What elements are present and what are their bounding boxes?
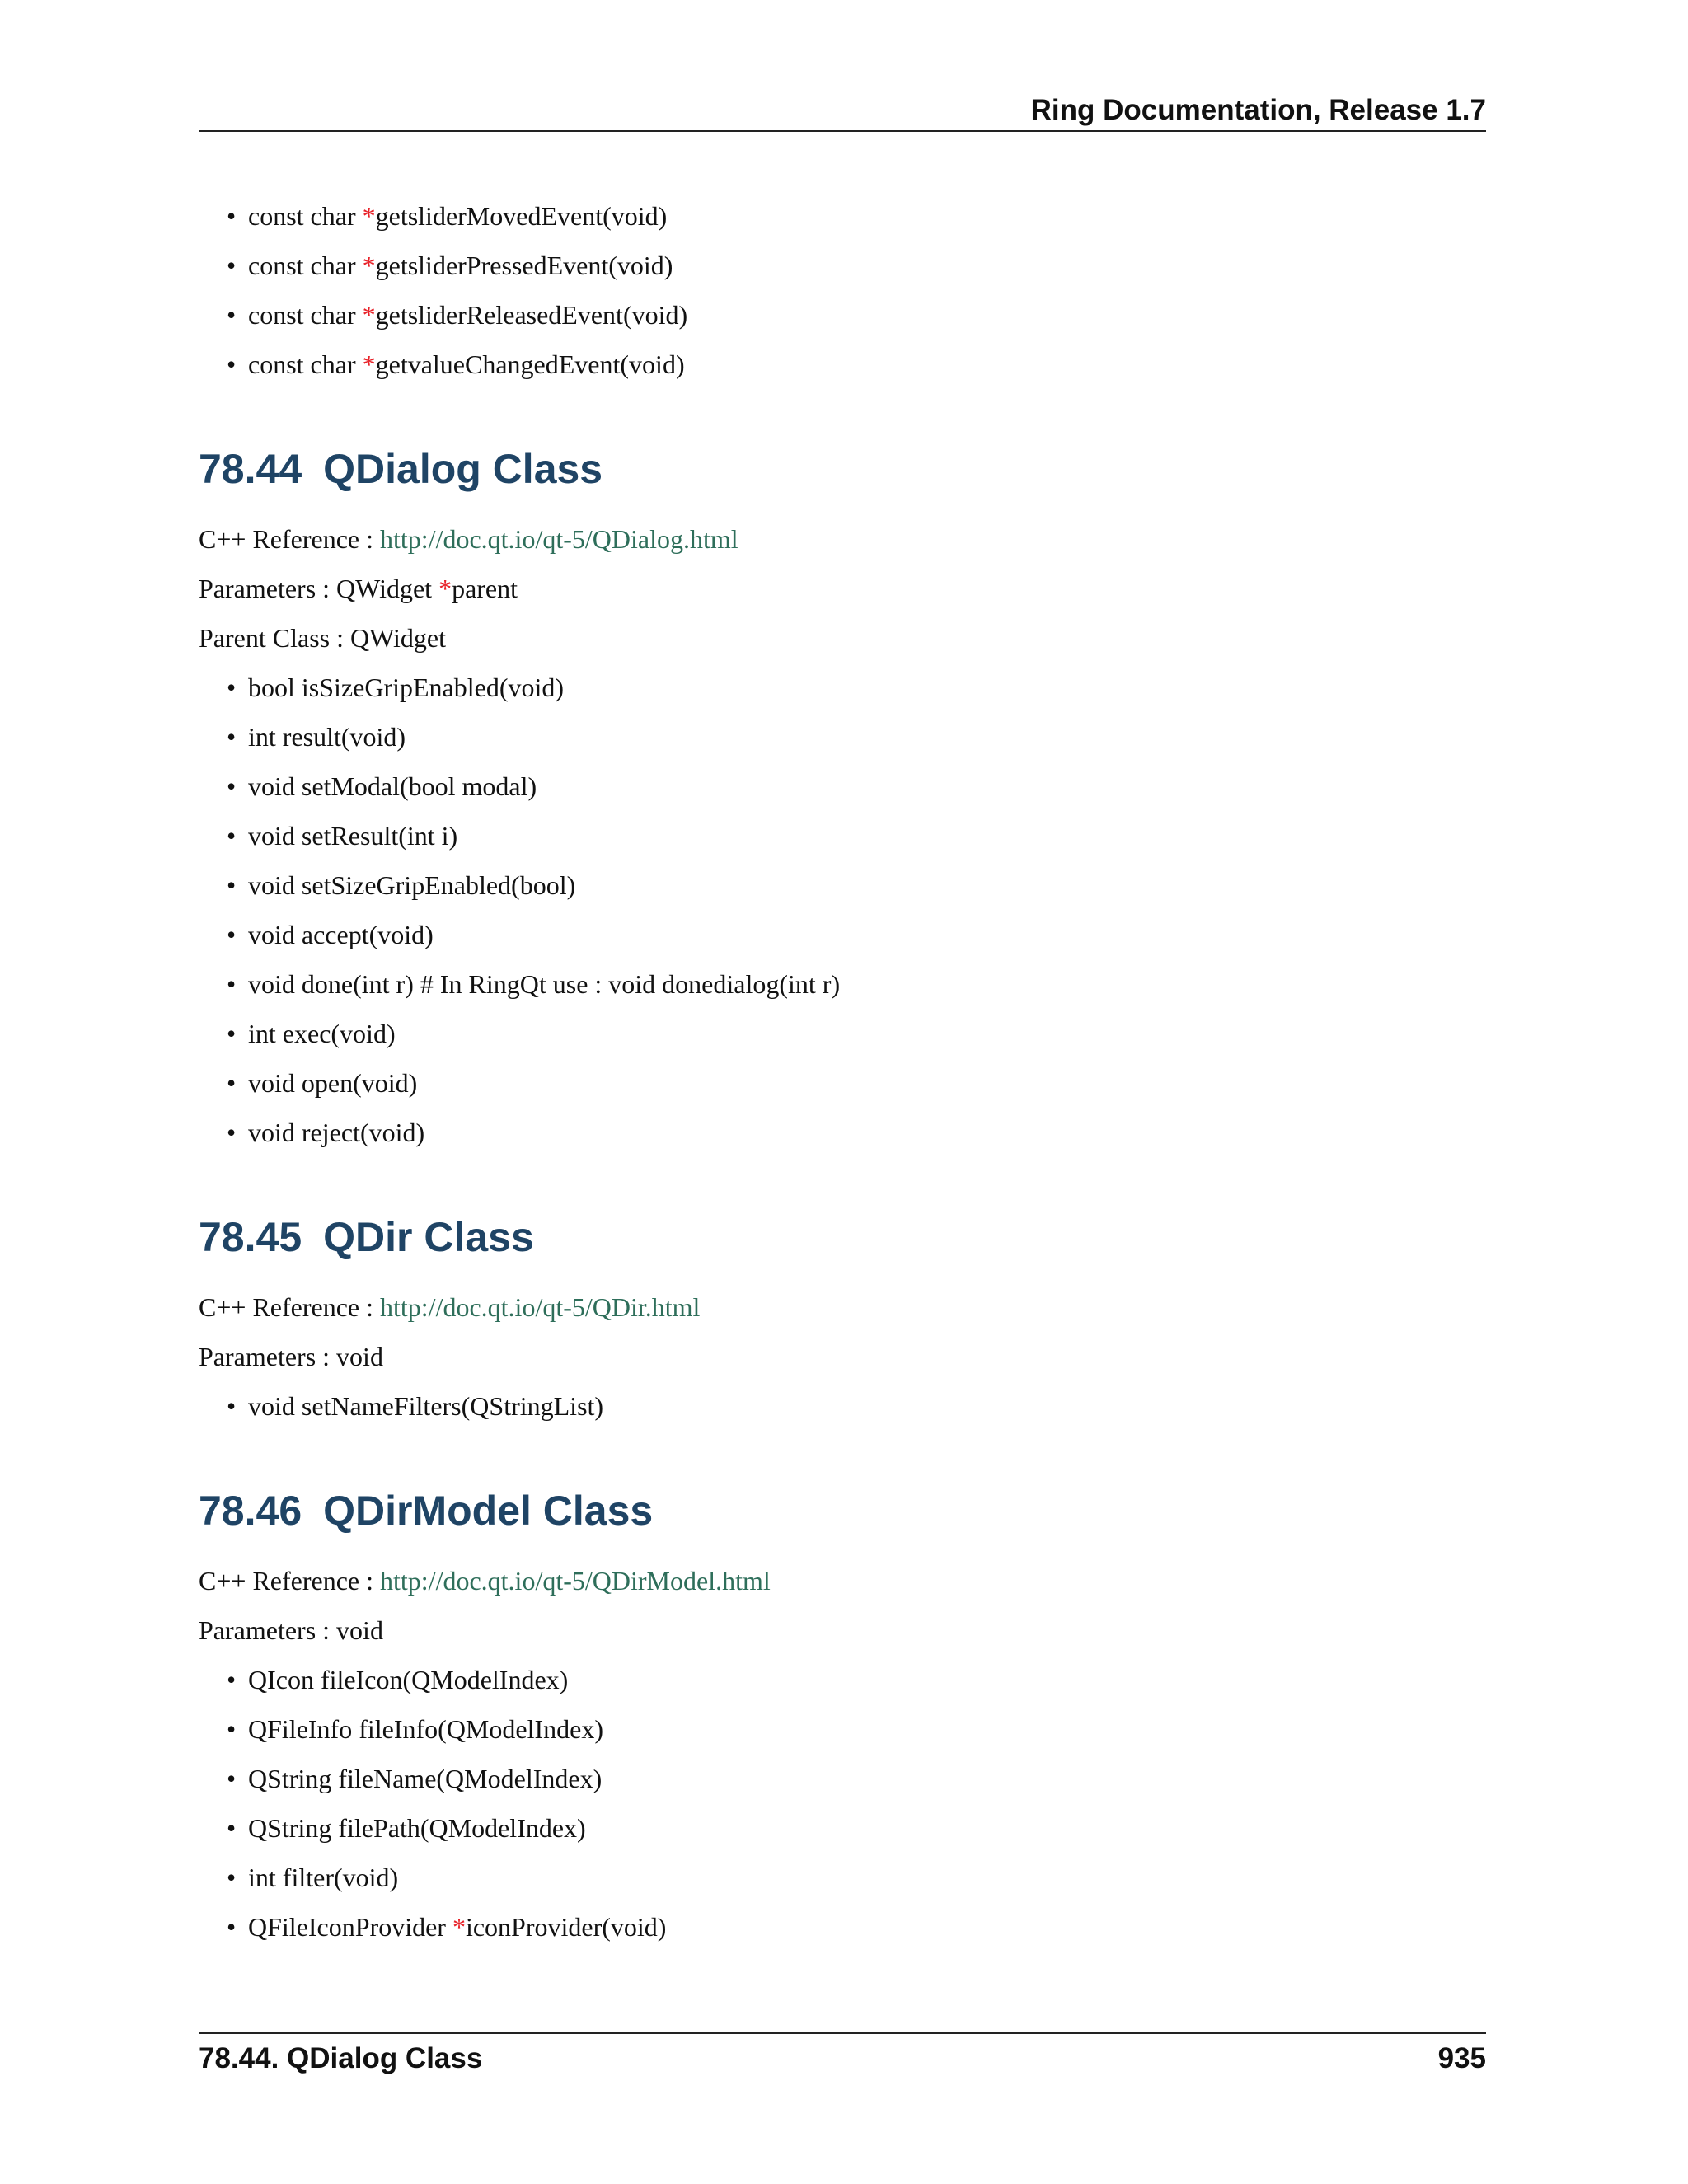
section-title: QDialog Class: [323, 446, 603, 492]
parameters: Parameters : void: [199, 1342, 383, 1371]
list-item: • void setNameFilters(QStringList): [248, 1381, 1486, 1431]
list-item: • int filter(void): [248, 1853, 1486, 1902]
cpp-reference-link[interactable]: http://doc.qt.io/qt-5/QDirModel.html: [380, 1566, 771, 1596]
list-item: • int result(void): [248, 712, 1486, 762]
section-number: 78.46: [199, 1488, 302, 1534]
list-item: • void open(void): [248, 1058, 1486, 1108]
section-number: 78.45: [199, 1214, 302, 1260]
page-header: [199, 91, 1486, 132]
section-title: QDirModel Class: [323, 1488, 654, 1534]
list-item: • void reject(void): [248, 1108, 1486, 1157]
list-item: • void setModal(bool modal): [248, 762, 1486, 811]
cpp-reference-link[interactable]: http://doc.qt.io/qt-5/QDir.html: [380, 1292, 701, 1322]
list-item: • QIcon fileIcon(QModelIndex): [248, 1655, 1486, 1704]
cpp-reference: C++ Reference : http://doc.qt.io/qt-5/QDirModel.html: [199, 1566, 771, 1596]
qdir-method-list: [199, 1381, 1486, 1431]
parameters: Parameters : void: [199, 1615, 383, 1645]
parameters: Parameters : QWidget *parent: [199, 574, 518, 603]
page-number: 935: [1437, 2042, 1486, 2074]
header-title: Ring Documentation, Release 1.7: [1030, 94, 1486, 126]
list-item: • const char *getsliderReleasedEvent(void): [248, 290, 1486, 340]
list-item: • bool isSizeGripEnabled(void): [248, 663, 1486, 712]
section-heading-qdir: [199, 1208, 1486, 1266]
section-heading-qdirmodel: [199, 1482, 1486, 1540]
section-number: 78.44: [199, 446, 302, 492]
page-footer: [199, 2032, 1486, 2074]
section-heading-qdialog: [199, 440, 1486, 498]
list-item: • QString fileName(QModelIndex): [248, 1754, 1486, 1803]
cpp-reference: C++ Reference : http://doc.qt.io/qt-5/QDir.html: [199, 1292, 701, 1322]
footer-section: 78.44. QDialog Class: [199, 2042, 483, 2074]
list-item: • const char *getsliderMovedEvent(void): [248, 191, 1486, 241]
top-method-list: [199, 191, 1486, 389]
list-item: • int exec(void): [248, 1009, 1486, 1058]
list-item: • QString filePath(QModelIndex): [248, 1803, 1486, 1853]
list-item: • QFileIconProvider *iconProvider(void): [248, 1902, 1486, 1952]
list-item: • void accept(void): [248, 910, 1486, 959]
list-item: • void setSizeGripEnabled(bool): [248, 860, 1486, 910]
list-item: • const char *getvalueChangedEvent(void): [248, 340, 1486, 389]
section-title: QDir Class: [323, 1214, 534, 1260]
parent-class: Parent Class : QWidget: [199, 623, 446, 653]
cpp-reference: C++ Reference : http://doc.qt.io/qt-5/QDialog.html: [199, 524, 738, 554]
list-item: • QFileInfo fileInfo(QModelIndex): [248, 1704, 1486, 1754]
list-item: • void done(int r) # In RingQt use : void donedialog(int r): [248, 959, 1486, 1009]
page-content: [199, 191, 1486, 1952]
qdialog-method-list: [199, 663, 1486, 1157]
cpp-reference-link[interactable]: http://doc.qt.io/qt-5/QDialog.html: [380, 524, 738, 554]
qdirmodel-method-list: [199, 1655, 1486, 1952]
list-item: • const char *getsliderPressedEvent(void): [248, 241, 1486, 290]
list-item: • void setResult(int i): [248, 811, 1486, 860]
